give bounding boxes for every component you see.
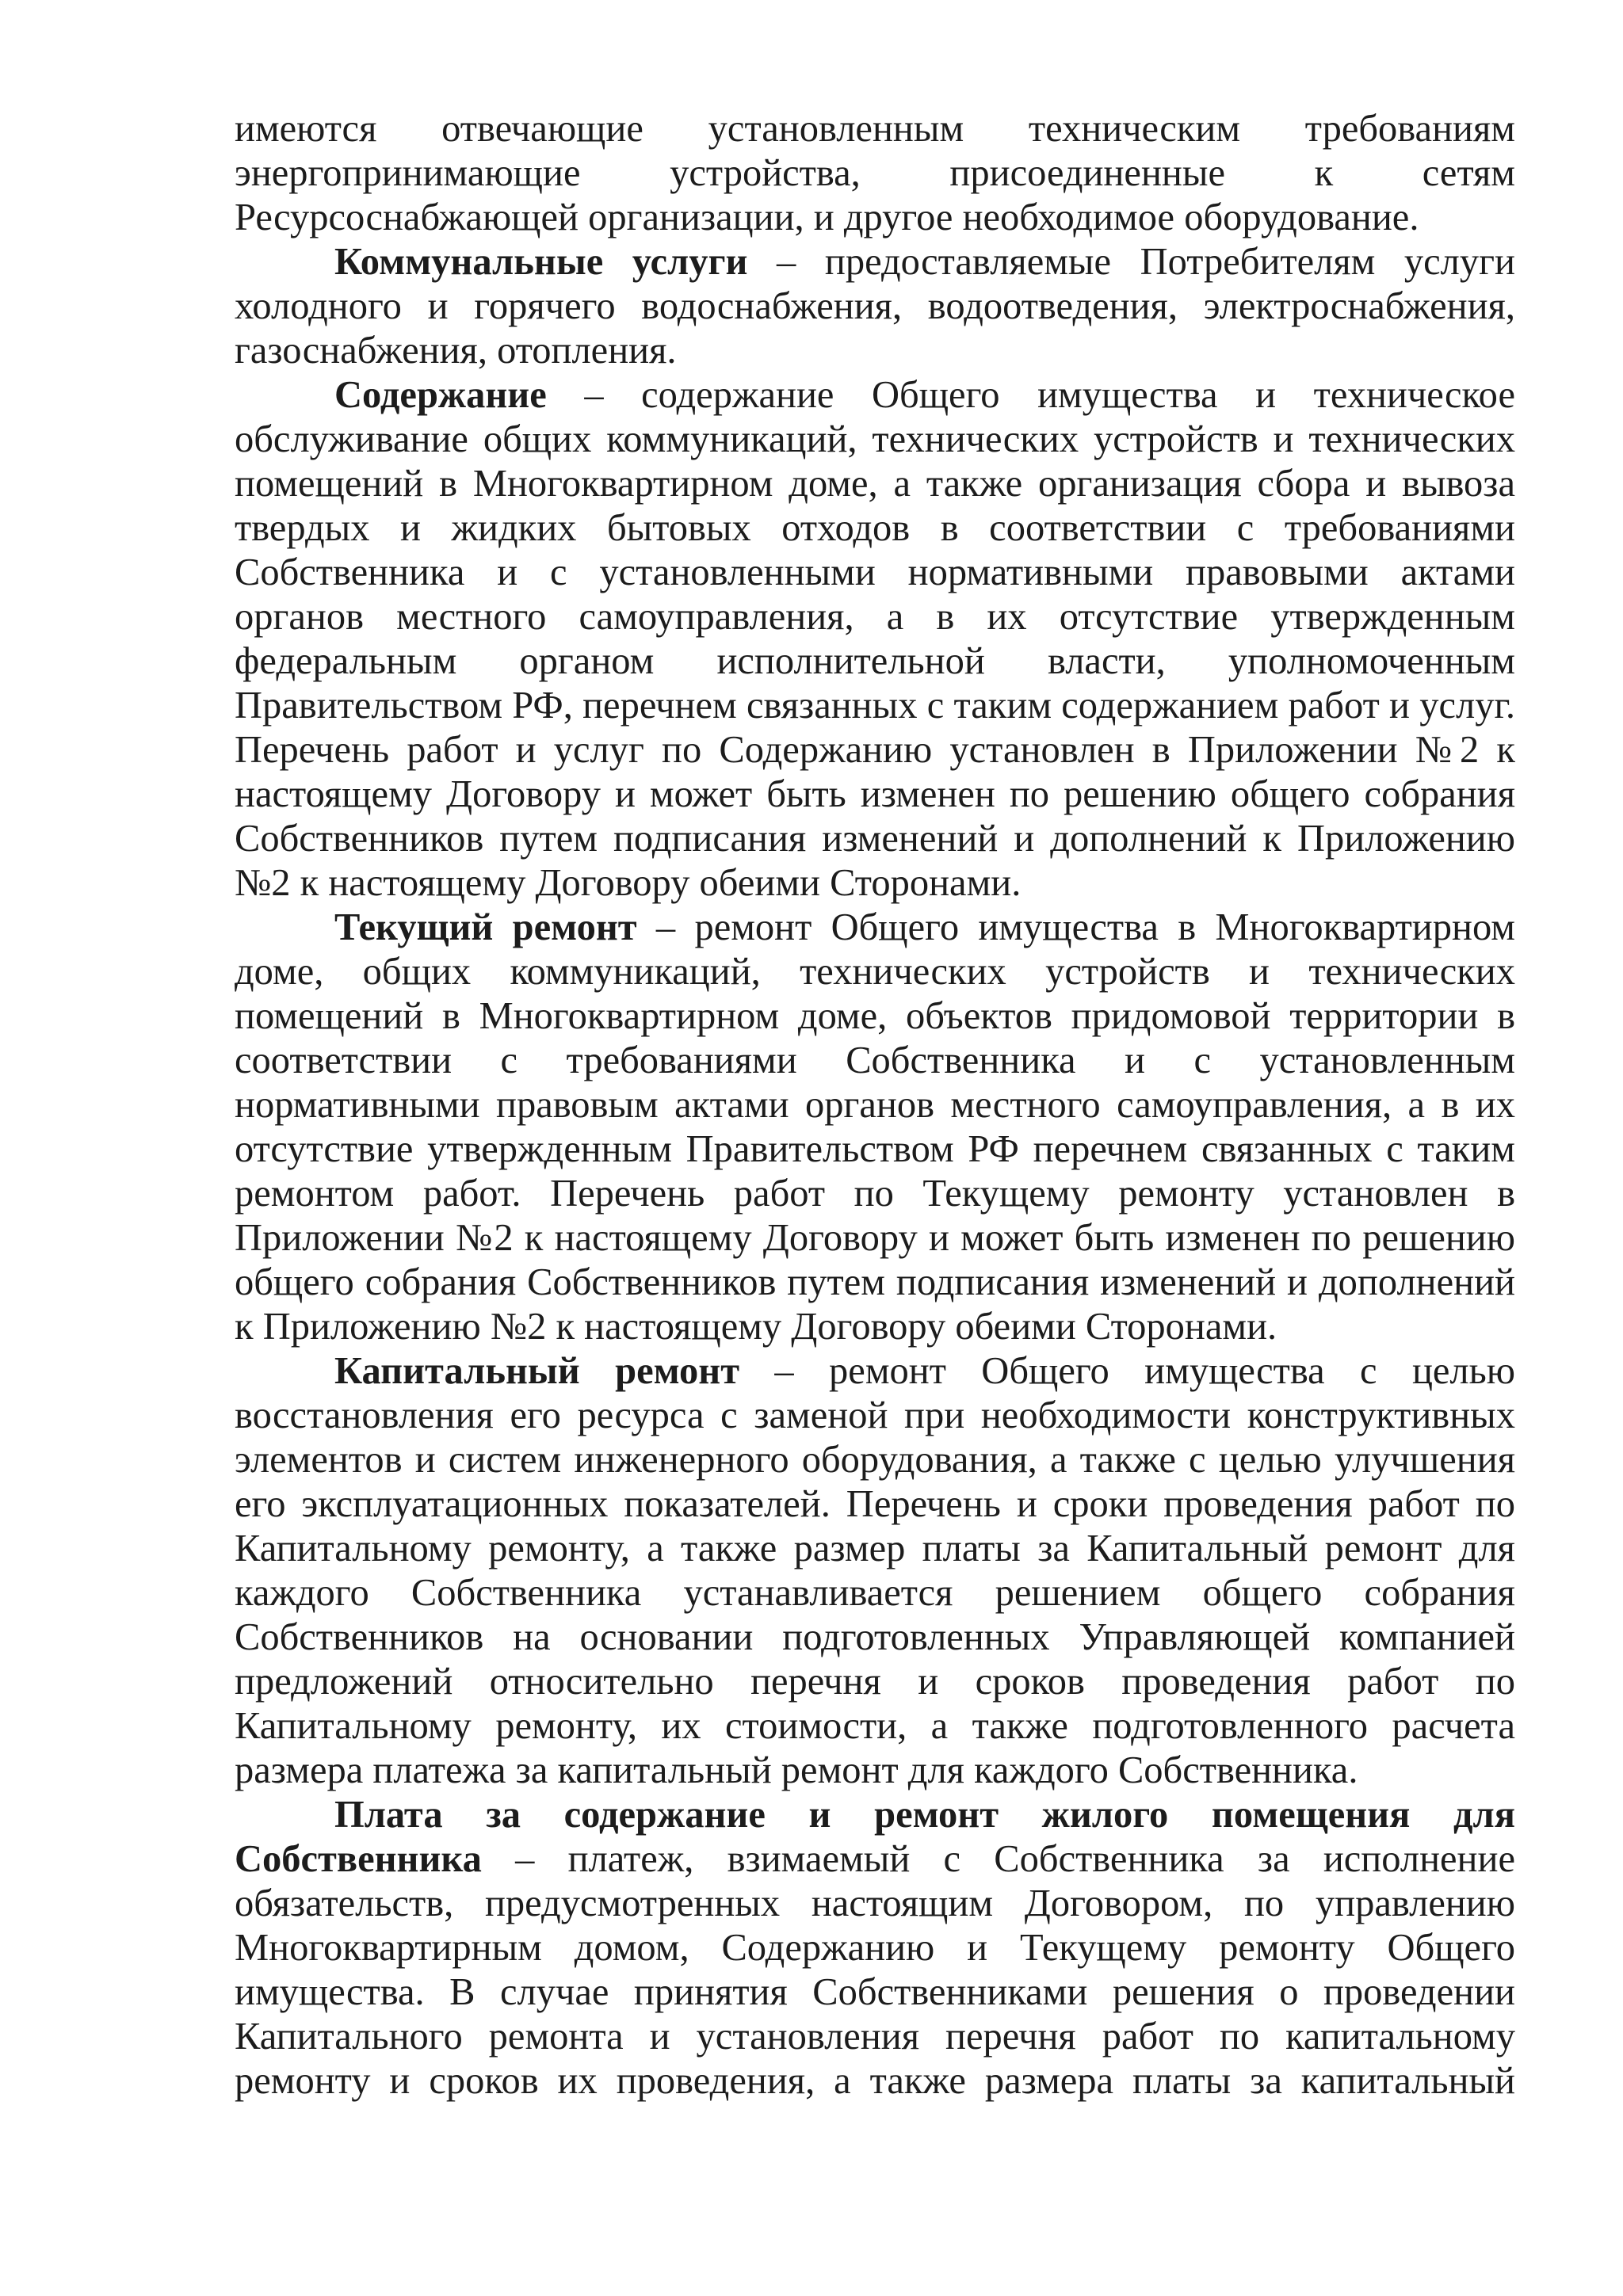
paragraph-text: – содержание Общего имущества и техническое обслуживание общих коммуникаций, технических устройств и технических помещений в Многоквартирном доме, а также организация сбора и вывоза твердых и жидких бытовых отходов в соответствии с требованиями Собственника и с установленными нормативными правовыми актами органов местного самоуправления, а в их отсутствие утвержденным федеральным органом исполнительной власти, уполномоченным Правительством РФ, перечнем связанных с таким содержанием работ и услуг. Перечень работ и услуг по Содержанию установлен в Приложении №2 к настоящему Договору и может быть изменен по решению общего собрания Собственников путем подписания изменений и дополнений к Приложению №2 к настоящему Договору обеими Сторонами. [235, 374, 1515, 904]
term-label: Плата за содержание и ремонт жилого помещения для Собственника [235, 1794, 1515, 1880]
term-label: Текущий ремонт [334, 906, 637, 948]
paragraph-text: – ремонт Общего имущества с целью восстановления его ресурса с заменой при необходимости конструктивных элементов и систем инженерного оборудования, а также с целью улучшения его эксплуатационных показателей. Перечень и сроки проведения работ по Капитальному ремонту, а также размер платы за Капитальный ремонт для каждого Собственника устанавливается решением общего собрания Собственников на основании подготовленных Управляющей компанией предложений относительно перечня и сроков проведения работ по Капитальному ремонту, их стоимости, а также подготовленного расчета размера платежа за капитальный ремонт для каждого Собственника. [235, 1350, 1515, 1791]
term-label: Коммунальные услуги [334, 241, 748, 283]
paragraph-text: – предоставляемые Потребителям услуги холодного и горячего водоснабжения, водоотведения, электроснабжения, газоснабжения, отопления. [235, 241, 1515, 372]
paragraph-text: – ремонт Общего имущества в Многоквартирном доме, общих коммуникаций, технических устройств и технических помещений в Многоквартирном доме, объектов придомовой территории в соответствии с требованиями Собственника и с установленным нормативными правовым актами органов местного самоуправления, а в их отсутствие утвержденным Правительством РФ перечнем связанных с таким ремонтом работ. Перечень работ по Текущему ремонту установлен в Приложении №2 к настоящему Договору и может быть изменен по решению общего собрания Собственников путем подписания изменений и дополнений к Приложению №2 к настоящему Договору обеими Сторонами. [235, 906, 1515, 1348]
paragraph-utility-services [235, 240, 1515, 373]
paragraph-payment [235, 1793, 1515, 2103]
paragraph-capital-repair [235, 1349, 1515, 1793]
document-page [235, 107, 1515, 2103]
paragraph-equipment [235, 107, 1515, 240]
paragraph-maintenance [235, 373, 1515, 906]
paragraph-text: – платеж, взимаемый с Собственника за исполнение обязательств, предусмотренных настоящим Договором, по управлению Многоквартирным домом, Содержанию и Текущему ремонту Общего имущества. В случае принятия Собственниками решения о проведении Капитального ремонта и установления перечня работ по капитальному ремонту и сроков их проведения, а также размера платы за капитальный [235, 1838, 1515, 2102]
paragraph-current-repair [235, 906, 1515, 1349]
term-label: Содержание [334, 374, 547, 416]
term-label: Капитальный ремонт [334, 1350, 740, 1392]
paragraph-text: имеются отвечающие установленным техническим требованиям энергопринимающие устройства, присоединенные к сетям Ресурсоснабжающей организации, и другое необходимое оборудование. [235, 108, 1515, 238]
